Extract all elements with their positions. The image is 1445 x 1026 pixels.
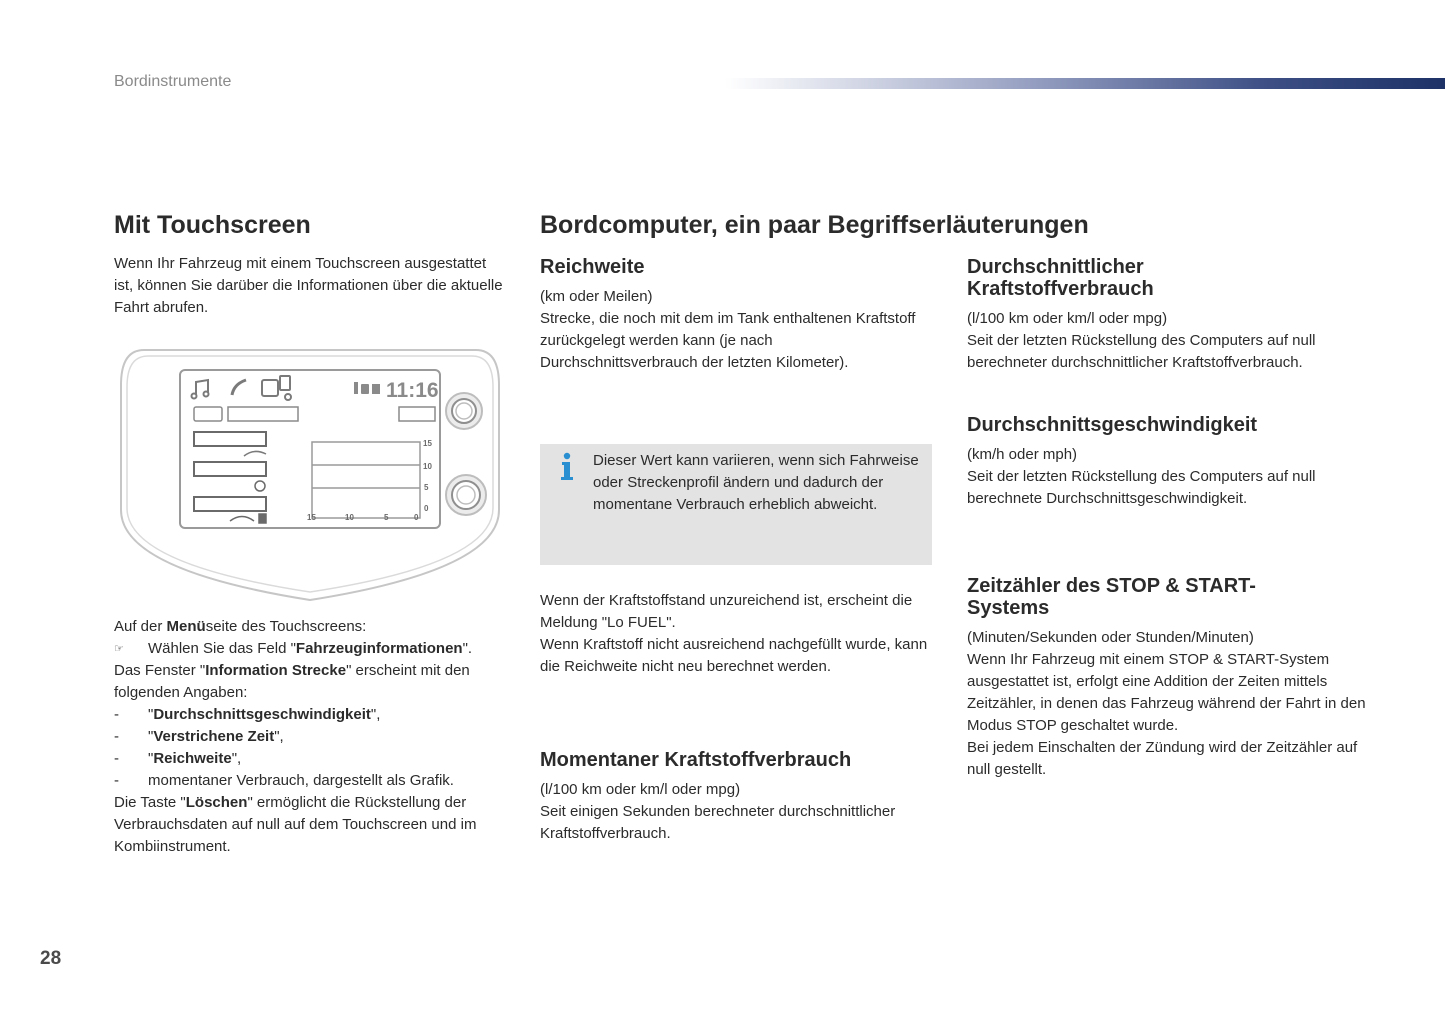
graph-x-tick: 15 <box>307 513 316 522</box>
window-line: Das Fenster "Information Strecke" erscheint mit den folgenden Angaben: <box>114 662 470 701</box>
graph-x-tick: 5 <box>384 513 389 522</box>
select-step: ☞ Wählen Sie das Feld "Fahrzeuginformationen". <box>114 638 509 660</box>
touchscreen-illustration <box>114 340 506 608</box>
touchscreen-intro: Wenn Ihr Fahrzeug mit einem Touchscreen ausgestattet ist, können Sie darüber die Informationen über die aktuelle Fahrt abrufen. <box>114 255 503 316</box>
avg-consumption-heading: Durchschnittlicher Kraftstoffverbrauch <box>967 256 1154 300</box>
graph-y-tick: 15 <box>423 439 432 448</box>
list-item: - momentaner Verbrauch, dargestellt als Grafik. <box>114 772 454 789</box>
graph-y-tick: 10 <box>423 462 432 471</box>
lower-knob <box>446 475 486 515</box>
menu-line: Auf der Menüseite des Touchscreens: <box>114 618 367 635</box>
avg-consumption-text: (l/100 km oder km/l oder mpg) Seit der letzten Rückstellung des Computers auf null berechneter durchschnittlicher Kraftstoffverbrauch. <box>967 310 1316 371</box>
section-title: Bordinstrumente <box>114 73 232 90</box>
graph-x-tick: 10 <box>345 513 354 522</box>
pointing-hand-icon: ☞ <box>114 643 124 655</box>
info-note-text: Dieser Wert kann variieren, wenn sich Fahrweise oder Streckenprofil ändern und dadurch der momentane Verbrauch erheblich abweicht. <box>593 452 919 513</box>
graph-y-tick: 5 <box>424 483 429 492</box>
delete-line: Die Taste "Löschen" ermöglicht die Rückstellung der Verbrauchsdaten auf null auf dem Touchscreen und im Kombiinstrument. <box>114 794 477 855</box>
touchscreen-heading: Mit Touchscreen <box>114 211 311 239</box>
graph-x-tick: 0 <box>414 513 419 522</box>
page-number: 28 <box>40 948 62 969</box>
stop-start-text: (Minuten/Sekunden oder Stunden/Minuten) Wenn Ihr Fahrzeug mit einem STOP & START-System ausgestattet ist, erfolgt eine Addition der Zeiten mittels Zeitzähler, in denen das Fahrzeug während der Fahrt in den Modus STOP geschaltet wurde. Bei jedem Einschalten der Zündung wird der Zeitzähler auf null gestellt. <box>967 629 1366 778</box>
list-item: - "Durchschnittsgeschwindigkeit", <box>114 706 381 723</box>
avg-speed-heading: Durchschnittsgeschwindigkeit <box>967 414 1258 436</box>
graph-y-tick: 0 <box>424 504 429 513</box>
range-heading: Reichweite <box>540 256 645 278</box>
avg-speed-text: (km/h oder mph) Seit der letzten Rückstellung des Computers auf null berechnete Durchschnittsgeschwindigkeit. <box>967 446 1316 507</box>
range-text: (km oder Meilen) Strecke, die noch mit dem im Tank enthaltenen Kraftstoff zurückgelegt werden kann (je nach Durchschnittsverbrauch der letzten Kilometer). <box>540 288 916 371</box>
clock-display: 11:16 <box>386 379 439 402</box>
upper-knob <box>446 393 482 429</box>
list-item: - "Verstrichene Zeit", <box>114 728 284 745</box>
trip-computer-heading: Bordcomputer, ein paar Begriffserläuterungen <box>540 211 1089 239</box>
low-fuel-note: Wenn der Kraftstoffstand unzureichend ist, erscheint die Meldung "Lo FUEL". Wenn Kraftstoff nicht ausreichend nachgefüllt wurde, kann die Reichweite nicht neu berechnet werden. <box>540 592 928 675</box>
list-item: - "Reichweite", <box>114 750 242 767</box>
touchscreen-instructions <box>114 616 509 858</box>
instant-consumption-heading: Momentaner Kraftstoffverbrauch <box>540 749 852 771</box>
stop-start-heading: Zeitzähler des STOP & START- Systems <box>967 575 1256 619</box>
header-gradient-bar <box>725 78 1445 89</box>
info-icon <box>558 452 576 482</box>
instant-consumption-text: (l/100 km oder km/l oder mpg) Seit einigen Sekunden berechneter durchschnittlicher Kraftstoffverbrauch. <box>540 781 896 842</box>
